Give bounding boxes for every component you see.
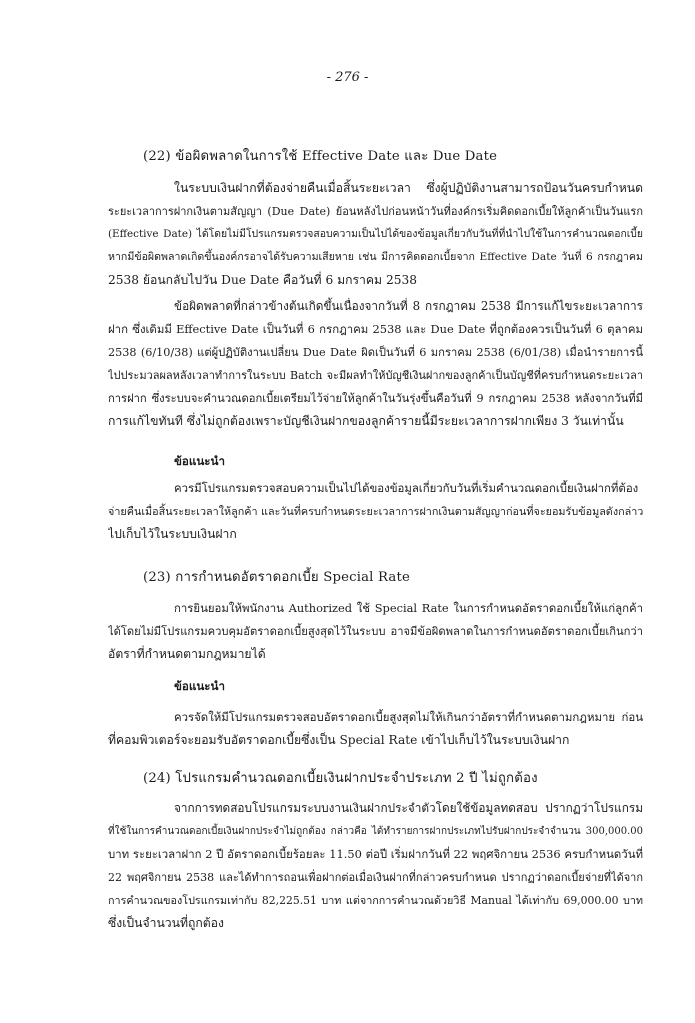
section-24-heading: (24) โปรแกรมคำนวณดอกเบี้ยเงินฝากประจำประเภท 2 ปี ไม่ถูกต้อง [143, 771, 538, 786]
text-line: ควรมีโปรแกรมตรวจสอบความเป็นไปได้ของข้อมูลเกี่ยวกับวันที่เริ่มคำนวณดอกเบี้ยเงินฝากที่ต้อง [174, 481, 639, 495]
text-line: ได้โดยไม่มีโปรแกรมควบคุมอัตราดอกเบี้ยสูงสุดไว้ในระบบ อาจมีข้อผิดพลาดในการกำหนดอัตราดอกเบี้ยเกินกว่า [108, 625, 643, 638]
section-23-paragraph [108, 597, 643, 666]
text-line: จากการทดสอบโปรแกรมระบบงานเงินฝากประจำตัวโดยใช้ข้อมูลทดสอบ ปรากฏว่าโปรแกรม [174, 801, 643, 815]
section-22-advice [108, 477, 643, 546]
text-line: 2538 (6/10/38) แต่ผู้ปฏิบัติงานเปลี่ยน Due Date ผิดเป็นวันที่ 6 มกราคม 2538 (6/01/38) เมื่อนำรายการนี้ [108, 346, 643, 359]
text-line: บาท ระยะเวลาฝาก 2 ปี อัตราดอกเบี้ยร้อยละ 11.50 ต่อปี เริ่มฝากวันที่ 22 พฤศจิกายน 2536 ครบกำหนดวันที่ [108, 847, 643, 861]
text-line: อัตราที่กำหนดตามกฎหมายได้ [108, 647, 266, 661]
text-line: (Effective Date) ได้โดยไม่มีโปรแกรมตรวจสอบความเป็นไปได้ของข้อมูลเกี่ยวกับวันที่ที่นำไปใช้ในการคำนวณดอกเบี้ย [108, 228, 643, 240]
text-line: 22 พฤศจิกายน 2538 และได้ทำการถอนเพื่อฝากต่อเมื่อเงินฝากที่กล่าวครบกำหนด ปรากฏว่าดอกเบี้ยจ่ายที่ได้จาก [108, 871, 643, 884]
section-22-heading: (22) ข้อผิดพลาดในการใช้ Effective Date และ Due Date [143, 149, 498, 164]
text-line: หากมีข้อผิดพลาดเกิดขึ้นองค์กรอาจได้รับความเสียหาย เช่น มีการคิดดอกเบี้ยจาก Effective Date วันที่ 6 กรกฎาคม [108, 251, 643, 263]
section-24-paragraph [108, 797, 643, 935]
text-line: ที่ใช้ในการคำนวณดอกเบี้ยเงินฝากประจำไม่ถูกต้อง กล่าวคือ ได้ทำรายการฝากประเภทไปรับฝากประจำจำนวน 300,000.00 [108, 826, 643, 837]
text-line: การฝาก ซึ่งระบบจะคำนวณดอกเบี้ยเตรียมไว้จ่ายให้ลูกค้าในวันรุ่งขึ้นคือวันที่ 9 กรกฎาคม 2538 หลังจากวันที่มี [108, 392, 643, 405]
section-22-paragraph-1 [108, 177, 643, 292]
text-line: ไปประมวลผลหลังเวลาทำการในระบบ Batch จะมีผลทำให้บัญชีเงินฝากของลูกค้าเป็นบัญชีที่ครบกำหนดระยะเวลา [108, 369, 643, 382]
text-line: ไปเก็บไว้ในระบบเงินฝาก [108, 527, 237, 541]
section-23-advice-label: ข้อแนะนำ [174, 679, 225, 693]
text-line: ที่คอมพิวเตอร์จะยอมรับอัตราดอกเบี้ยซึ่งเป็น Special Rate เข้าไปเก็บไว้ในระบบเงินฝาก [108, 733, 570, 747]
text-line: การยินยอมให้พนักงาน Authorized ใช้ Special Rate ในการกำหนดอัตราดอกเบี้ยให้แก่ลูกค้า [174, 601, 643, 615]
text-line: ระยะเวลาการฝากเงินตามสัญญา (Due Date) ย้อนหลังไปก่อนหน้าวันที่องค์กรเริ่มคิดดอกเบี้ยให้ลูกค้าเป็นวันแรก [108, 205, 643, 218]
text-line: 2538 ย้อนกลับไปวัน Due Date คือวันที่ 6 มกราคม 2538 [108, 273, 417, 287]
section-22-advice-label: ข้อแนะนำ [174, 454, 225, 468]
page-number: - 276 - [326, 70, 369, 85]
text-line: จ่ายคืนเมื่อสิ้นระยะเวลาให้ลูกค้า และวันที่ครบกำหนดระยะเวลาการฝากเงินตามสัญญาก่อนที่จะยอมรับข้อมูลดังกล่าว [108, 505, 643, 518]
text-line: ซึ่งเป็นจำนวนที่ถูกต้อง [108, 916, 224, 930]
text-line: ข้อผิดพลาดที่กล่าวข้างต้นเกิดขึ้นเนื่องจากวันที่ 8 กรกฎาคม 2538 มีการแก้ไขระยะเวลาการ [174, 299, 643, 313]
text-line: ในระบบเงินฝากที่ต้องจ่ายคืนเมื่อสิ้นระยะเวลา ซึ่งผู้ปฏิบัติงานสามารถป้อนวันครบกำหนด [174, 181, 643, 195]
section-22-paragraph-2 [108, 295, 643, 433]
text-line: ฝาก ซึ่งเดิมมี Effective Date เป็นวันที่ 6 กรกฎาคม 2538 และ Due Date ที่ถูกต้องควรเป็นวันที่ 6 ตุลาคม [108, 322, 643, 336]
text-line: การคำนวณของโปรแกรมเท่ากับ 82,225.51 บาท แต่จากการคำนวณด้วยวิธี Manual ได้เท่ากับ 69,000.00 บาท [108, 894, 643, 907]
section-23-advice [108, 706, 643, 752]
text-line: ควรจัดให้มีโปรแกรมตรวจสอบอัตราดอกเบี้ยสูงสุดไม่ให้เกินกว่าอัตราที่กำหนดตามกฎหมาย ก่อน [174, 710, 643, 724]
text-line: การแก้ไขทันที ซึ่งไม่ถูกต้องเพราะบัญชีเงินฝากของลูกค้ารายนี้มีระยะเวลาการฝากเพียง 3 วันเท่านั้น [108, 414, 624, 428]
section-23-heading: (23) การกำหนดอัตราดอกเบี้ย Special Rate [143, 570, 410, 585]
